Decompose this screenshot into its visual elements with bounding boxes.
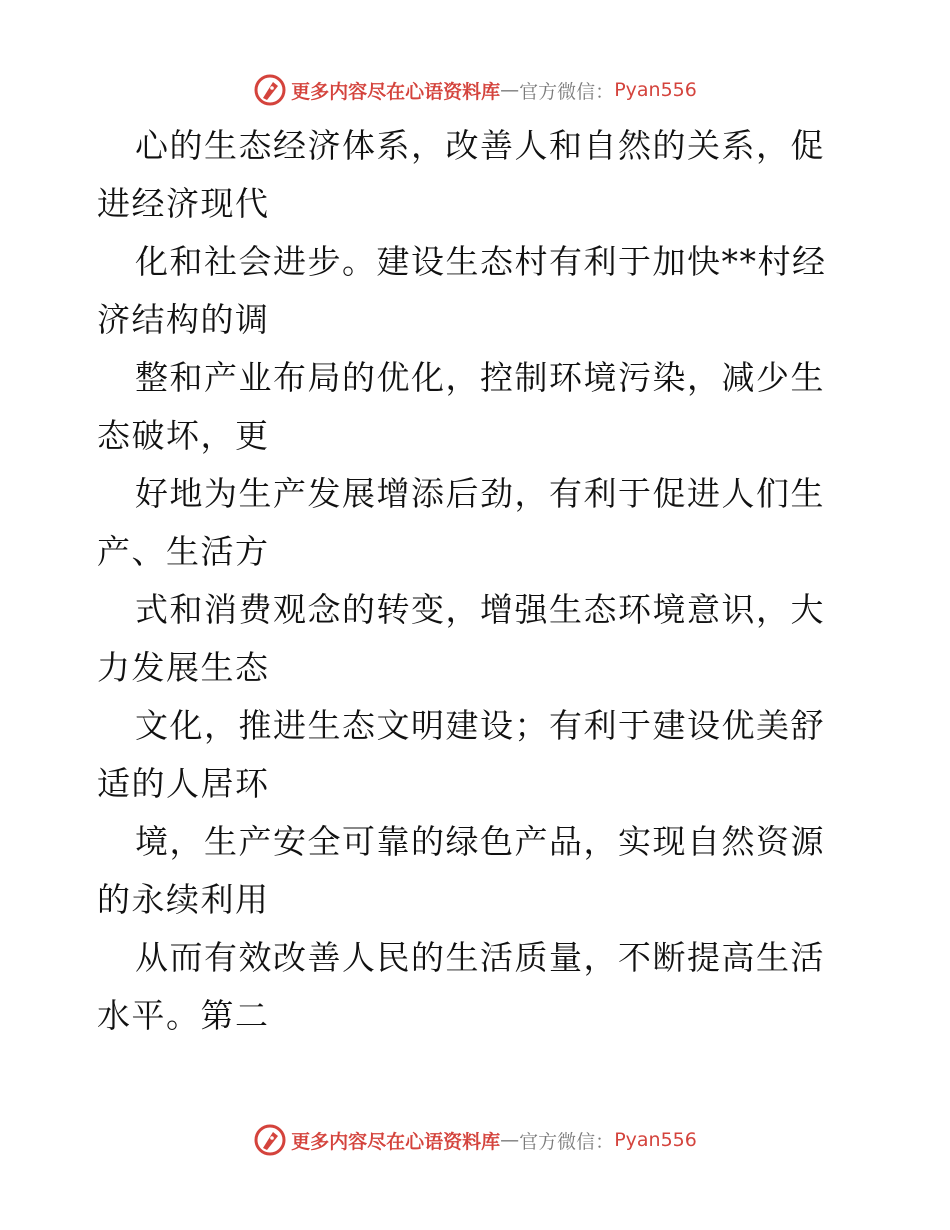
pen-nib-logo-icon bbox=[253, 73, 287, 107]
watermark-main-text: 更多内容尽在心语资料库 bbox=[291, 80, 501, 103]
watermark-separator: — bbox=[500, 79, 520, 101]
watermark-wechat-label: 官方微信： bbox=[519, 1130, 615, 1153]
watermark-main-text: 更多内容尽在心语资料库 bbox=[291, 1130, 501, 1153]
footer-watermark bbox=[0, 1120, 950, 1160]
document-body bbox=[97, 117, 857, 1045]
watermark-separator: — bbox=[500, 1129, 520, 1151]
paragraph-3: 整和产业布局的优化，控制环境污染，减少生态破坏，更 bbox=[97, 358, 825, 455]
watermark-wechat-id: Pyan556 bbox=[614, 79, 697, 101]
paragraph-4: 好地为生产发展增添后劲，有利于促进人们生产、生活方 bbox=[97, 474, 825, 571]
paragraph-8: 从而有效改善人民的生活质量，不断提高生活水平。第二 bbox=[97, 938, 825, 1035]
paragraph-2: 化和社会进步。建设生态村有利于加快**村经济结构的调 bbox=[97, 242, 827, 339]
pen-nib-logo-icon bbox=[253, 1123, 287, 1157]
watermark-wechat-id: Pyan556 bbox=[614, 1129, 697, 1151]
watermark-wechat-label: 官方微信： bbox=[519, 80, 615, 103]
paragraph-6: 文化，推进生态文明建设；有利于建设优美舒适的人居环 bbox=[97, 706, 825, 803]
paragraph-1: 心的生态经济体系，改善人和自然的关系，促进经济现代 bbox=[97, 126, 825, 223]
paragraph-5: 式和消费观念的转变，增强生态环境意识，大力发展生态 bbox=[97, 590, 825, 687]
header-watermark bbox=[0, 70, 950, 110]
paragraph-7: 境，生产安全可靠的绿色产品，实现自然资源的永续利用 bbox=[97, 822, 825, 919]
